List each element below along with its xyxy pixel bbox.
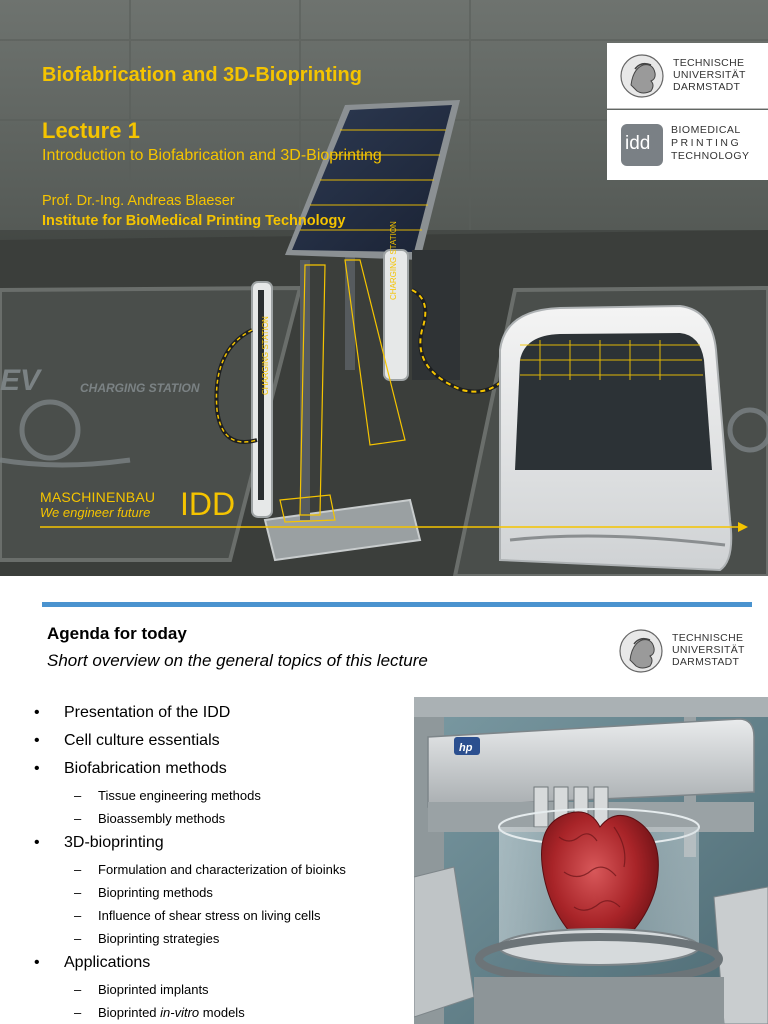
agenda-item: • Biofabrication methods: [34, 760, 346, 788]
tu2-line-2: UNIVERSITÄT: [672, 644, 745, 656]
ev-floor-text: EV: [0, 364, 41, 397]
agenda-subitem: [34, 1005, 346, 1024]
subitem-text-italic: in-vitro: [160, 1005, 200, 1020]
agenda-heading: Agenda for today: [47, 624, 187, 643]
tu-line-2: UNIVERSITÄT: [673, 69, 746, 81]
athena-head-icon: [618, 626, 664, 676]
left-station-label: CHARGING STATION: [261, 316, 270, 395]
tu-line-1: TECHNISCHE: [673, 57, 745, 69]
accent-bar: [42, 602, 752, 607]
subitem-text-c: models: [199, 1005, 245, 1020]
agenda-slide: [0, 576, 768, 1024]
agenda-subheading: Short overview on the general topics of this lecture: [47, 651, 428, 670]
idd-line-2: PRINTING: [671, 137, 742, 149]
lecture-number: Lecture 1: [42, 118, 140, 143]
agenda-subitem: – Influence of shear stress on living cells: [34, 908, 346, 931]
agenda-list: [34, 704, 346, 1024]
printer-brand-text: hp: [459, 742, 473, 754]
ev-floor-subtext: CHARGING STATION: [80, 381, 200, 395]
department-label: MASCHINENBAU: [40, 489, 156, 505]
lecture-subtitle: Introduction to Biofabrication and 3D-Bioprinting: [42, 147, 382, 164]
idd-line-3: TECHNOLOGY: [671, 150, 750, 162]
institute-name: Institute for BioMedical Printing Technology: [42, 213, 346, 229]
agenda-subitem: – Bioprinting strategies: [34, 931, 346, 954]
professor-name: Prof. Dr.-Ing. Andreas Blaeser: [42, 193, 235, 209]
course-title: Biofabrication and 3D-Bioprinting: [42, 64, 362, 86]
agenda-subitem: – Bioassembly methods: [34, 811, 346, 834]
agenda-item: • 3D-bioprinting: [34, 834, 346, 862]
idd-line-1: BIOMEDICAL: [671, 124, 741, 136]
bioprinter-heart-image: [414, 697, 768, 1024]
agenda-item: • Cell culture essentials: [34, 732, 346, 760]
idd-brand: IDD: [180, 486, 236, 522]
agenda-subitem: – Formulation and characterization of bioinks: [34, 862, 346, 885]
athena-head-icon: [619, 51, 665, 101]
tu2-line-1: TECHNISCHE: [672, 632, 744, 644]
idd-badge-icon: [621, 124, 663, 166]
tagline: We engineer future: [40, 505, 151, 520]
right-station-label: CHARGING STATION: [389, 221, 398, 300]
tu2-line-3: DARMSTADT: [672, 656, 740, 668]
agenda-item: • Applications: [34, 954, 346, 982]
subitem-text-a: Bioprinted: [98, 1005, 161, 1020]
tu-darmstadt-logo-2: [610, 620, 768, 684]
tu-line-3: DARMSTADT: [673, 81, 741, 93]
agenda-subitem: – Bioprinted implants: [34, 982, 346, 1005]
tu-darmstadt-logo: [607, 43, 768, 109]
agenda-subitem: – Bioprinting methods: [34, 885, 346, 908]
agenda-item: • Presentation of the IDD: [34, 704, 346, 732]
idd-logo: [607, 110, 768, 180]
agenda-subitem: – Tissue engineering methods: [34, 788, 346, 811]
idd-badge-text: idd: [625, 133, 651, 154]
